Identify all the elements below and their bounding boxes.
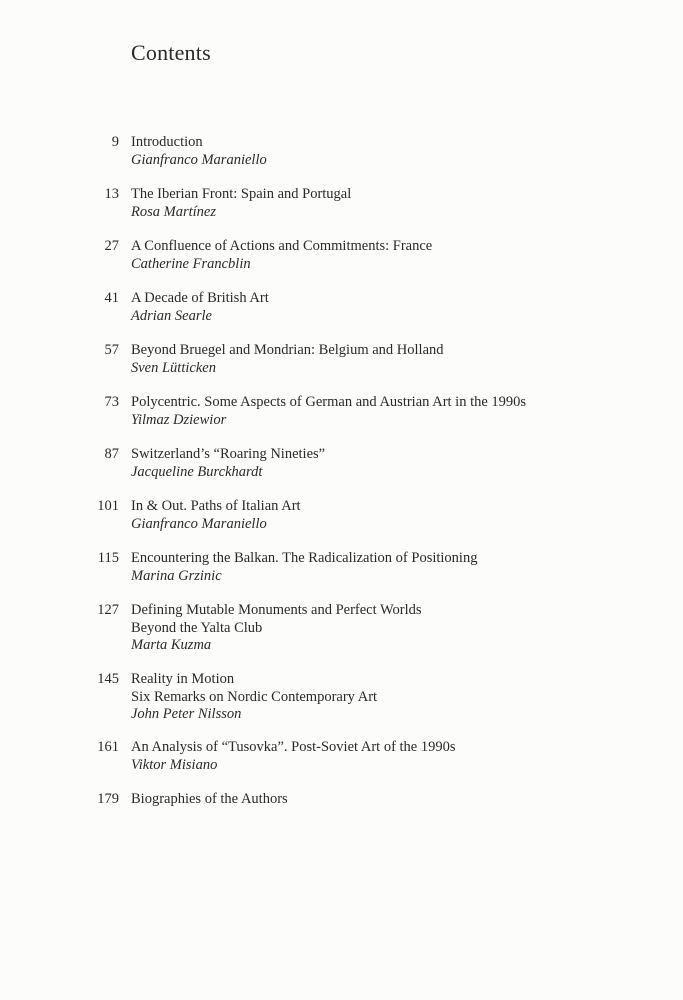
entry-body <box>131 134 671 169</box>
entry-body <box>131 602 671 655</box>
entry-body <box>131 498 671 533</box>
entry-author: Rosa Martínez <box>131 203 216 220</box>
entry-body <box>131 394 671 429</box>
entry-title-continued: Six Remarks on Nordic Contemporary Art <box>131 688 378 705</box>
entry-author: Yilmaz Dziewior <box>131 411 227 428</box>
entry-title: Encountering the Balkan. The Radicalization of Positioning <box>131 550 478 566</box>
entry-title: Introduction <box>131 134 203 150</box>
page-number: 87 <box>104 446 119 462</box>
entry-body <box>131 446 671 481</box>
entry-title: The Iberian Front: Spain and Portugal <box>131 186 352 202</box>
entry-body <box>131 342 671 377</box>
entry-body <box>131 791 671 809</box>
entry-author: Gianfranco Maraniello <box>131 515 267 532</box>
entry-author: Marta Kuzma <box>131 637 212 653</box>
entry-title-continued: Beyond the Yalta Club <box>131 619 263 636</box>
page-number: 179 <box>97 791 119 807</box>
page-number: 9 <box>111 134 119 150</box>
entry-body <box>131 739 671 774</box>
page-number: 115 <box>97 550 119 566</box>
page-number: 145 <box>97 671 119 687</box>
entry-title: Beyond Bruegel and Mondrian: Belgium and Holland <box>131 342 444 358</box>
entry-title: Biographies of the Authors <box>131 791 288 807</box>
entry-title: Polycentric. Some Aspects of German and Austrian Art in the 1990s <box>131 394 527 410</box>
entry-author: Marina Grzinic <box>131 567 222 584</box>
entry-author: Catherine Francblin <box>131 255 251 272</box>
entry-author: Viktor Misiano <box>131 756 218 773</box>
entry-body <box>131 238 671 273</box>
entry-title: In & Out. Paths of Italian Art <box>131 498 301 514</box>
entry-body <box>131 186 671 221</box>
entry-author: Sven Lütticken <box>131 359 216 376</box>
entry-author: John Peter Nilsson <box>131 706 242 722</box>
entry-title: Switzerland’s “Roaring Nineties” <box>131 446 326 462</box>
entry-title: A Decade of British Art <box>131 290 269 306</box>
page-number: 101 <box>97 498 119 514</box>
entry-title: Defining Mutable Monuments and Perfect Worlds <box>131 602 422 618</box>
page-title: Contents <box>131 40 211 65</box>
entry-title: A Confluence of Actions and Commitments: France <box>131 238 433 254</box>
page-number: 13 <box>104 186 119 202</box>
entry-title: An Analysis of “Tusovka”. Post-Soviet Art of the 1990s <box>131 739 456 755</box>
entry-body <box>131 290 671 325</box>
entry-title: Reality in Motion <box>131 671 235 687</box>
entry-body <box>131 550 671 585</box>
page-number: 41 <box>104 290 119 306</box>
entry-body <box>131 671 671 724</box>
entry-author: Adrian Searle <box>131 307 212 324</box>
page-number: 161 <box>97 739 119 755</box>
page-number: 27 <box>104 238 119 254</box>
page-number: 57 <box>104 342 119 358</box>
entry-author: Jacqueline Burckhardt <box>131 463 263 480</box>
page-number: 73 <box>104 394 119 410</box>
page-number: 127 <box>97 602 119 618</box>
entry-author: Gianfranco Maraniello <box>131 151 267 168</box>
